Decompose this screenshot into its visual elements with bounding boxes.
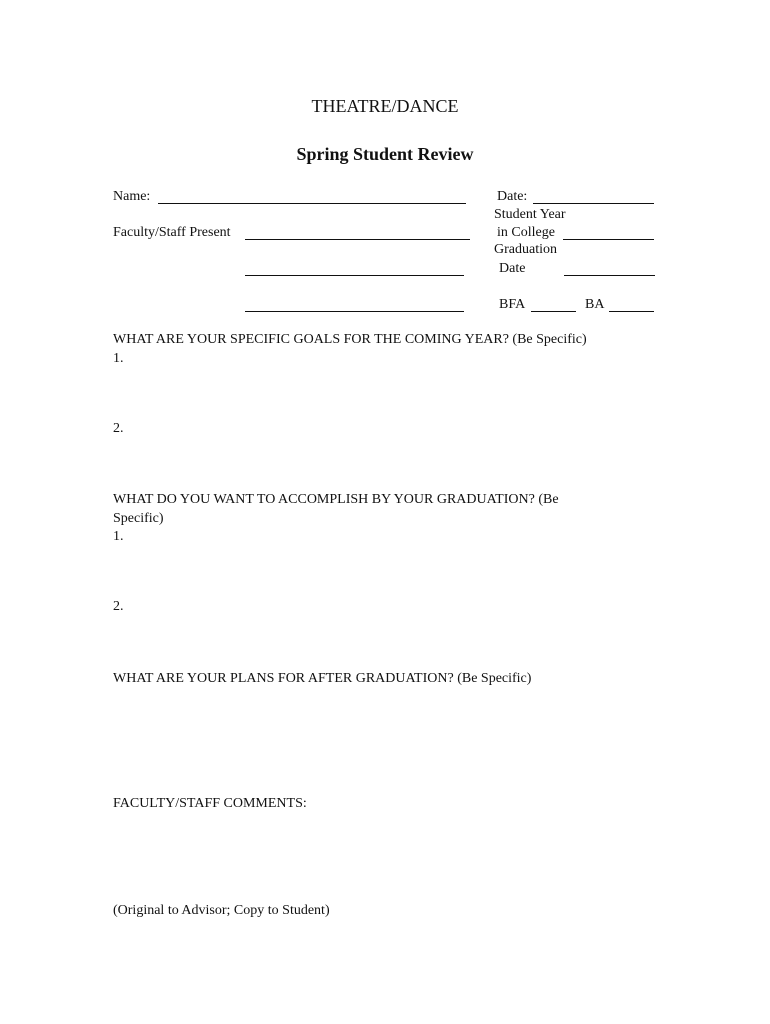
faculty-present-field-1[interactable] [245, 239, 470, 240]
distribution-note: (Original to Advisor; Copy to Student) [113, 903, 330, 918]
goals-item-2: 2. [113, 421, 124, 436]
graduation-date-label: Date [499, 261, 526, 276]
name-field[interactable] [158, 203, 466, 204]
in-college-label: in College [497, 225, 555, 240]
faculty-comments-label: FACULTY/STAFF COMMENTS: [113, 796, 307, 811]
faculty-present-label: Faculty/Staff Present [113, 225, 231, 240]
date-label: Date: [497, 189, 528, 204]
name-label: Name: [113, 189, 151, 204]
date-field[interactable] [533, 203, 654, 204]
plans-question: WHAT ARE YOUR PLANS FOR AFTER GRADUATION? (Be Specific) [113, 671, 532, 686]
accomplish-item-2: 2. [113, 599, 124, 614]
bfa-field[interactable] [531, 311, 576, 312]
faculty-present-field-2[interactable] [245, 275, 464, 276]
goals-question: WHAT ARE YOUR SPECIFIC GOALS FOR THE COMING YEAR? (Be Specific) [113, 332, 587, 347]
graduation-date-field[interactable] [564, 275, 655, 276]
bfa-label: BFA [499, 297, 526, 312]
student-year-field[interactable] [563, 239, 654, 240]
graduation-label: Graduation [494, 242, 557, 257]
ba-label: BA [585, 297, 605, 312]
form-title: Spring Student Review [296, 144, 474, 164]
department-heading: THEATRE/DANCE [311, 96, 459, 116]
faculty-present-field-3[interactable] [245, 311, 464, 312]
accomplish-item-1: 1. [113, 529, 124, 544]
ba-field[interactable] [609, 311, 654, 312]
accomplish-question-line-2: Specific) [113, 511, 164, 526]
student-year-label: Student Year [494, 207, 566, 222]
goals-item-1: 1. [113, 351, 124, 366]
accomplish-question-line-1: WHAT DO YOU WANT TO ACCOMPLISH BY YOUR GRADUATION? (Be [113, 492, 559, 507]
